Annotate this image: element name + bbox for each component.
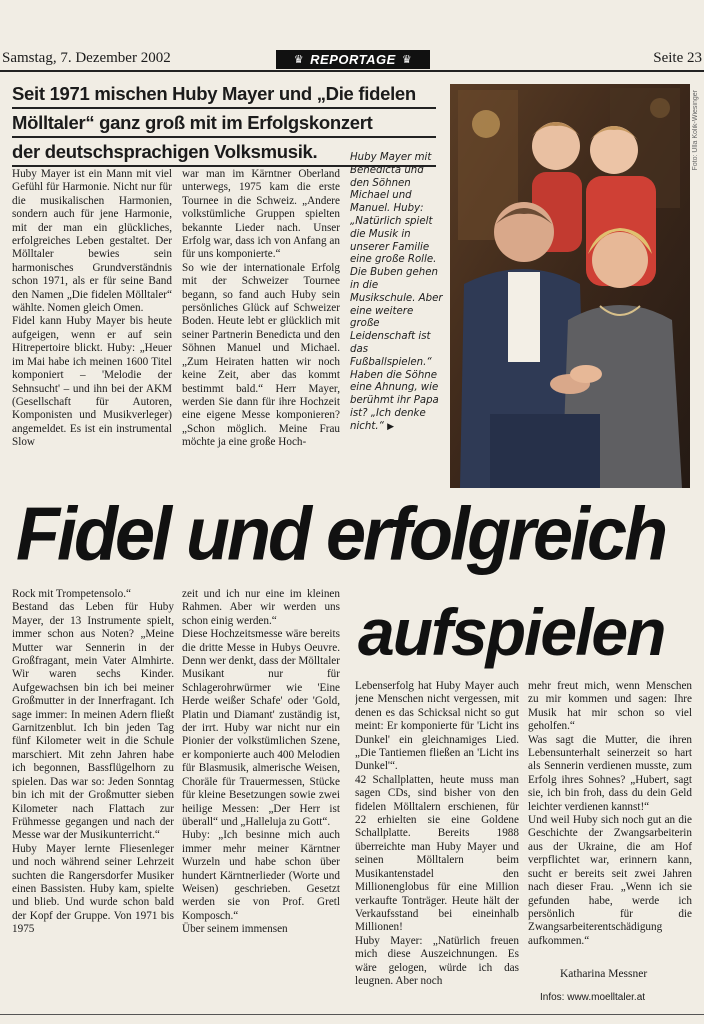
- footer-rule: [0, 1014, 704, 1015]
- headline-line-2: Mölltaler“ ganz groß mit im Erfolgskonzert: [12, 111, 436, 138]
- caption-text: Huby Mayer mit Benedicta und den Söhnen Michael und Manuel. Huby: „Natürlich spielt die Musik in unserer Familie eine große Rolle. Die Buben gehen in die Musikschule. Aber eine weitere große Leidenschaft ist das Fußballspielen.“ Haben die Söhne eine Ahnung, wie berühmt ihr Papa ist? „Ich denke nicht.“: [350, 152, 443, 432]
- photo-caption: [350, 152, 446, 492]
- article-column-3: Rock mit Trompetensolo.“ Bestand das Leben für Huby Mayer, der 13 Instrumente spielt, immer schon aus Noten? „Meine Mutter war Sennerin in der Großfragant, mein Vater Almhirte. Wir waren sechs Kinder. Aufgewachsen bin ich bei meiner Großmutter in der Innerfragant. Ich sage immer: In meinen Adern fließt Garnitzenblut. Ich bin jeden Tag fünf Kilometer weit in die Schule marschiert. Mit zehn Jahren habe ich begonnen, Bassflügelhorn zu spielen. Das war so: Jeden Sonntag bin ich mit der Großmutter sieben Kilometer nach Flattach zur Frühmesse gegangen und nach der Messe war der Musikunterricht.“ Huby Mayer lernte Fliesenleger und noch während seiner Lehrzeit suchten die Rangersdorfer Musiker einen Bassisten. Huby kam, spielte und blieb. Und wurde schon bald der Kopf der Gruppe. Von 1971 bis 1975: [12, 588, 174, 936]
- section-badge: [276, 50, 430, 69]
- author-name: Katharina Messner: [560, 968, 648, 980]
- article-title-line-1: Fidel und erfolgreich: [16, 492, 666, 577]
- arrow-icon: ▶: [387, 421, 395, 432]
- issue-date: Samstag, 7. Dezember 2002: [2, 50, 171, 66]
- header-rule: [0, 70, 704, 72]
- section-label: REPORTAGE: [310, 52, 396, 67]
- photo-credit: Foto: Ulla Kolik-Wiesinger: [692, 90, 699, 171]
- crown-icon: ♛: [293, 54, 305, 66]
- article-column-6: mehr freut mich, wenn Menschen zu mir kommen und sagen: Ihre Musik hat mir schon so viel geholfen.“ Was sagt die Mutter, die ihren Lebensunterhalt seinerzeit so hart als Sennerin verdienen musste, zum Erfolg ihres Sohnes? „Hubert, sagt sie, ich bin froh, dass du dein Geld leichter verdienen kannst!“ Und weil Huby sich noch gut an die Geschichte der Zwangsarbeiterin aus der Ukraine, die am Hof verpflichtet war, erinnern kann, sucht er bereits seit zwei Jahren nach dieser Frau. „Wenn ich sie gefunden habe, werde ich persönlich für die Zwangsarbeiterentschädigung aufkommen.“: [528, 680, 692, 947]
- headline-line-3: der deutschsprachigen Volksmusik.: [12, 140, 436, 167]
- headline-line-1: Seit 1971 mischen Huby Mayer und „Die fidelen: [12, 82, 436, 109]
- article-column-4: zeit und ich nur eine im kleinen Rahmen. Aber wir werden uns schon einig werden.“ Diese Hochzeitsmesse wäre bereits die dritte Messe in Hubys Oeuvre. Denn wer denkt, dass der Mölltaler Musikant nur für Schlagerohrwürmer wie 'Eine Herde weißer Schafe' oder 'Gold, Platin und Diamant' zuständig ist, der irrt. Huby war nicht nur ein Pionier der volkstümlichen Szene, er komponierte auch 400 Melodien für Blasmusik, almerische Weisen, Choräle für Trauermessen, Stücke für kleine Besetzungen sowie zwei heilige Messen: „Der Herr ist überall“ und „Halleluja zu Gott“. Huby: „Ich besinne mich auch immer mehr meiner Kärntner Wurzeln und habe schon über hundert Kärntnerlieder (Worte und Weisen) geschrieben. Gesetzt werden sie von Prof. Gretl Komposch.“ Über seinem immensen: [182, 588, 340, 936]
- article-column-2: war man im Kärntner Oberland unterwegs, 1975 kam die erste Tournee in die Schweiz. „Andere volkstümliche Gruppen spielten bekannte Lieder nach. Unser Erfolg war, dass ich von Anfang an für uns komponierte.“ So wie der internationale Erfolg mit der Schweizer Tournee begann, so fand auch Huby sein persönliches Glück auf Schweizer Boden. Heute lebt er glücklich mit seiner Partnerin Benedicta und den Söhnen Manuel und Michael. „Zum Heiraten hatten wir noch keine Zeit, aber das kommt bestimmt bald.“ Herr Mayer, werden Sie dann für ihre Hochzeit eine eigene Messe komponieren? „Schon möglich. Meine Frau möchte ja eine große Hoch-: [182, 168, 340, 449]
- family-photo-image: [450, 84, 690, 488]
- crown-icon: ♛: [401, 54, 413, 66]
- article-column-1: Huby Mayer ist ein Mann mit viel Gefühl für Harmonie. Nicht nur für die musikalischen Harmonien, sondern auch für jene Harmonie, mit der man ein glückliches, erfolgreiches Leben gestaltet. Der Mölltaler bewies sein harmonisches Grundverständnis schon 1971, als er für seine Band den Namen „Die fidelen Mölltaler“ wählte. Nomen gleich Omen. Fidel kann Huby Mayer bis heute aufgeigen, wenn er auf sein Hitrepertoire blickt. Huby: „Heuer im Mai habe ich meinen 1600 Titel komponiert – 'Melodie der Sehnsucht' – und ihn bei der AKM (Gesellschaft für Autoren, Komponisten und Musikverleger) angemeldet. Es ist ein instrumental Slow: [12, 168, 172, 449]
- article-column-5: Lebenserfolg hat Huby Mayer auch jene Menschen nicht vergessen, mit denen es das Schicksal nicht so gut meint: Er komponierte für 'Licht ins Dunkel' ein gleichnamiges Lied. „Die Tantiemen fließen an 'Licht ins Dunkel'“. 42 Schallplatten, heute muss man sagen CDs, sind bisher von den fidelen Mölltalern erschienen, für 22 erhielten sie eine Goldene Schallplatte. Bereits 1988 überreichte man Huby Mayer und seinen Mölltalern beim Musikantenstadel den Millionenglobus für eine Million verkaufte Tonträger. Heute hält der Verkaufsstand bei eineinhalb Millionen! Huby Mayer: „Natürlich freuen mich diese Auszeichnungen. Es wäre gelogen, würde ich das leugnen. Aber noch: [355, 680, 519, 987]
- family-photo: [450, 84, 690, 488]
- article-title-line-2: aufspielen: [358, 595, 665, 669]
- info-link[interactable]: Infos: www.moelltaler.at: [540, 992, 646, 1003]
- page-number: Seite 23: [653, 50, 702, 66]
